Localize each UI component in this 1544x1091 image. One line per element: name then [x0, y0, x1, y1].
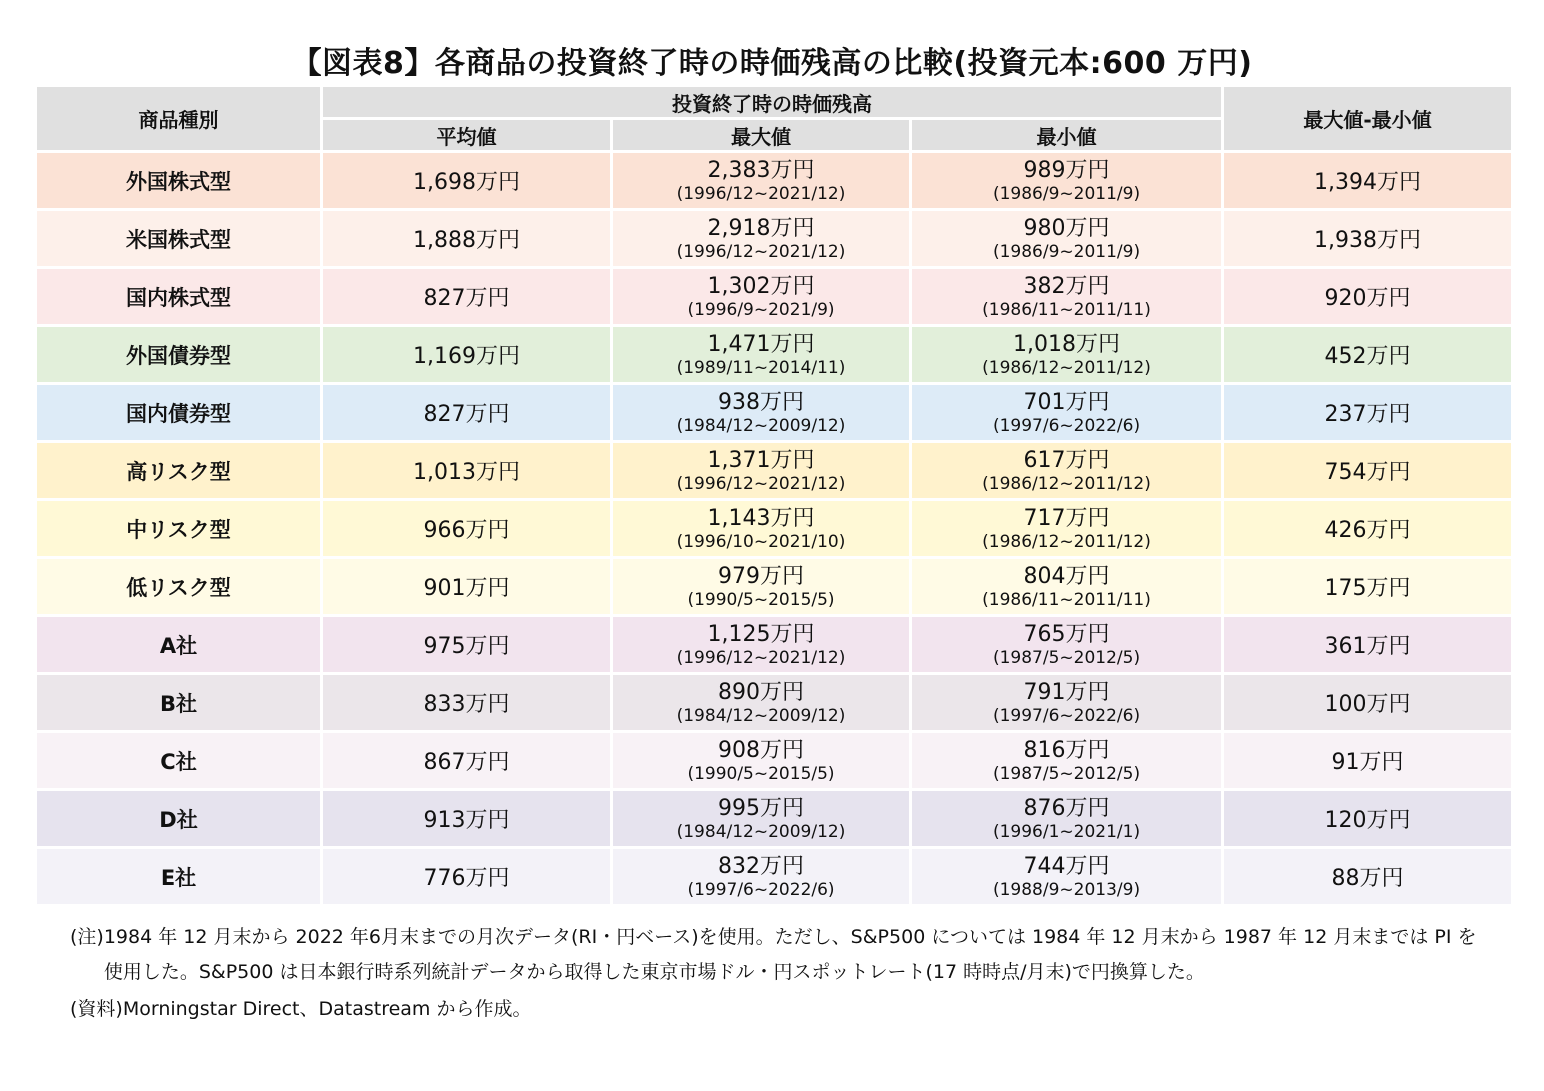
- average-value: 975万円: [423, 634, 510, 659]
- min-period: (1986/12~2011/12): [982, 357, 1151, 378]
- average-cell: [323, 501, 610, 556]
- average-cell: [323, 617, 610, 672]
- min-cell: [912, 675, 1221, 730]
- max-value: 2,383万円: [707, 157, 815, 183]
- category-name: 中リスク型: [126, 517, 231, 542]
- min-cell: [912, 269, 1221, 324]
- category-name: D社: [159, 807, 198, 832]
- range-value: 426万円: [1324, 518, 1411, 543]
- range-cell: [1224, 327, 1511, 382]
- max-value: 938万円: [718, 389, 804, 415]
- category-cell: [37, 791, 320, 846]
- average-cell: [323, 849, 610, 904]
- category-cell: [37, 675, 320, 730]
- category-cell: [37, 327, 320, 382]
- min-value: 791万円: [1023, 679, 1110, 705]
- category-cell: [37, 559, 320, 614]
- range-cell: [1224, 501, 1511, 556]
- min-cell: [912, 327, 1221, 382]
- min-period: (1986/11~2011/11): [982, 299, 1151, 320]
- max-cell: [613, 617, 909, 672]
- min-value: 989万円: [1023, 157, 1110, 183]
- table-row: [37, 733, 1511, 788]
- max-cell: [613, 849, 909, 904]
- range-value: 452万円: [1324, 344, 1411, 369]
- table-row: [37, 559, 1511, 614]
- max-value: 2,918万円: [707, 215, 815, 241]
- max-period: (1990/5~2015/5): [687, 589, 835, 610]
- range-cell: [1224, 617, 1511, 672]
- range-cell: [1224, 153, 1511, 208]
- average-value: 827万円: [423, 402, 510, 427]
- table-row: [37, 849, 1511, 904]
- max-period: (1989/11~2014/11): [676, 357, 846, 378]
- max-period: (1990/5~2015/5): [687, 763, 835, 784]
- max-period: (1984/12~2009/12): [676, 705, 846, 726]
- average-value: 1,888万円: [413, 228, 520, 253]
- max-cell: [613, 211, 909, 266]
- range-value: 237万円: [1324, 402, 1411, 427]
- average-cell: [323, 211, 610, 266]
- max-cell: [613, 443, 909, 498]
- max-value: 1,371万円: [707, 447, 815, 473]
- min-value: 701万円: [1023, 389, 1110, 415]
- source-note: (資料)Morningstar Direct、Datastream から作成。: [70, 998, 532, 1020]
- table-row: [37, 617, 1511, 672]
- category-cell: [37, 153, 320, 208]
- category-cell: [37, 617, 320, 672]
- average-cell: [323, 327, 610, 382]
- average-cell: [323, 559, 610, 614]
- header-group: 投資終了時の時価残高: [323, 87, 1221, 117]
- table-row: [37, 153, 1511, 208]
- category-cell: [37, 501, 320, 556]
- min-period: (1996/1~2021/1): [992, 821, 1141, 842]
- max-cell: [613, 385, 909, 440]
- min-period: (1987/5~2012/5): [992, 647, 1141, 668]
- range-cell: [1224, 791, 1511, 846]
- max-period: (1984/12~2009/12): [676, 821, 846, 842]
- category-name: 高リスク型: [126, 459, 231, 484]
- min-value: 382万円: [1023, 273, 1110, 299]
- max-value: 1,125万円: [707, 621, 815, 647]
- min-period: (1986/12~2011/12): [982, 531, 1151, 552]
- category-name: 低リスク型: [126, 575, 231, 600]
- table-row: [37, 385, 1511, 440]
- max-cell: [613, 153, 909, 208]
- max-period: (1996/12~2021/12): [676, 647, 846, 668]
- category-cell: [37, 443, 320, 498]
- average-cell: [323, 791, 610, 846]
- min-cell: [912, 443, 1221, 498]
- max-cell: [613, 559, 909, 614]
- max-cell: [613, 733, 909, 788]
- min-cell: [912, 617, 1221, 672]
- max-value: 1,143万円: [707, 505, 815, 531]
- comparison-table: [34, 84, 1514, 907]
- category-cell: [37, 385, 320, 440]
- average-value: 966万円: [423, 518, 510, 543]
- range-cell: [1224, 269, 1511, 324]
- category-name: 国内債券型: [126, 401, 231, 426]
- max-value: 908万円: [718, 737, 804, 763]
- average-value: 827万円: [423, 286, 510, 311]
- category-name: B社: [159, 691, 197, 716]
- category-name: A社: [159, 633, 198, 658]
- average-cell: [323, 443, 610, 498]
- category-name: 外国株式型: [126, 169, 231, 194]
- note-text: 1984 年 12 月末から 2022 年6月末までの月次データ(RI・円ベース)を使用。ただし、S&P500 については 1984 年 12 月末から 1987 年 12 月末までは PI を使用した。S&P500 は日本銀行時系列統計データから取得した東京市場ドル・円スポットレート(17 時時点/月末)で円換算した。: [103, 926, 1477, 983]
- min-value: 744万円: [1023, 853, 1110, 879]
- range-value: 754万円: [1324, 460, 1411, 485]
- range-value: 1,394万円: [1314, 170, 1422, 195]
- range-value: 920万円: [1324, 286, 1411, 311]
- range-value: 91万円: [1331, 750, 1404, 775]
- min-period: (1986/9~2011/9): [992, 241, 1141, 262]
- max-period: (1996/12~2021/12): [676, 473, 846, 494]
- max-period: (1996/9~2021/9): [687, 299, 835, 320]
- header-max: 最大値: [613, 120, 909, 150]
- min-value: 617万円: [1023, 447, 1110, 473]
- max-cell: [613, 269, 909, 324]
- category-cell: [37, 269, 320, 324]
- average-cell: [323, 153, 610, 208]
- min-value: 765万円: [1023, 621, 1110, 647]
- min-period: (1997/6~2022/6): [992, 415, 1141, 436]
- notes: [70, 920, 1490, 1027]
- average-value: 1,698万円: [413, 170, 520, 195]
- range-value: 1,938万円: [1314, 228, 1422, 253]
- average-cell: [323, 385, 610, 440]
- average-value: 901万円: [423, 576, 510, 601]
- range-cell: [1224, 849, 1511, 904]
- table-body: [37, 153, 1511, 904]
- table-row: [37, 327, 1511, 382]
- header-category: 商品種別: [37, 87, 320, 150]
- note-tag: (注): [70, 926, 104, 948]
- min-period: (1988/9~2013/9): [992, 879, 1141, 900]
- average-value: 1,013万円: [413, 460, 520, 485]
- max-cell: [613, 675, 909, 730]
- max-period: (1997/6~2022/6): [687, 879, 835, 900]
- max-period: (1996/12~2021/12): [676, 183, 846, 204]
- min-cell: [912, 211, 1221, 266]
- note: [70, 920, 1490, 990]
- average-cell: [323, 733, 610, 788]
- min-cell: [912, 385, 1221, 440]
- min-period: (1986/12~2011/12): [982, 473, 1151, 494]
- min-cell: [912, 791, 1221, 846]
- range-cell: [1224, 385, 1511, 440]
- table-row: [37, 443, 1511, 498]
- range-cell: [1224, 733, 1511, 788]
- header-average: 平均値: [323, 120, 610, 150]
- max-cell: [613, 791, 909, 846]
- max-value: 832万円: [718, 853, 804, 879]
- category-cell: [37, 849, 320, 904]
- min-cell: [912, 559, 1221, 614]
- range-value: 120万円: [1324, 808, 1411, 833]
- min-value: 876万円: [1023, 795, 1110, 821]
- min-cell: [912, 153, 1221, 208]
- category-name: 国内株式型: [126, 285, 231, 310]
- min-period: (1986/9~2011/9): [992, 183, 1141, 204]
- average-value: 833万円: [423, 692, 510, 717]
- max-value: 1,302万円: [707, 273, 815, 299]
- min-period: (1997/6~2022/6): [992, 705, 1141, 726]
- header-range: 最大値-最小値: [1224, 87, 1511, 150]
- average-value: 1,169万円: [413, 344, 520, 369]
- max-period: (1984/12~2009/12): [676, 415, 846, 436]
- max-cell: [613, 327, 909, 382]
- table-row: [37, 791, 1511, 846]
- max-value: 1,471万円: [707, 331, 815, 357]
- category-name: C社: [160, 749, 197, 774]
- range-value: 361万円: [1324, 634, 1411, 659]
- min-cell: [912, 849, 1221, 904]
- max-period: (1996/12~2021/12): [676, 241, 846, 262]
- range-value: 100万円: [1324, 692, 1411, 717]
- range-cell: [1224, 675, 1511, 730]
- category-name: 外国債券型: [126, 343, 231, 368]
- min-period: (1986/11~2011/11): [982, 589, 1151, 610]
- average-value: 913万円: [423, 808, 510, 833]
- table-row: [37, 211, 1511, 266]
- min-period: (1987/5~2012/5): [992, 763, 1141, 784]
- range-cell: [1224, 211, 1511, 266]
- average-value: 867万円: [423, 750, 510, 775]
- min-cell: [912, 733, 1221, 788]
- min-cell: [912, 501, 1221, 556]
- category-cell: [37, 211, 320, 266]
- min-value: 804万円: [1023, 563, 1110, 589]
- max-period: (1996/10~2021/10): [676, 531, 846, 552]
- table-row: [37, 675, 1511, 730]
- category-name: 米国株式型: [126, 227, 231, 252]
- header-min: 最小値: [912, 120, 1221, 150]
- average-cell: [323, 675, 610, 730]
- average-value: 776万円: [423, 866, 510, 891]
- min-value: 717万円: [1023, 505, 1110, 531]
- range-value: 175万円: [1324, 576, 1411, 601]
- min-value: 1,018万円: [1013, 331, 1120, 357]
- table-row: [37, 501, 1511, 556]
- min-value: 816万円: [1023, 737, 1110, 763]
- category-name: E社: [160, 865, 197, 890]
- page-title: 【図表8】各商品の投資終了時の時価残高の比較(投資元本:600 万円): [291, 46, 1253, 81]
- category-cell: [37, 733, 320, 788]
- max-value: 890万円: [718, 679, 804, 705]
- min-value: 980万円: [1023, 215, 1110, 241]
- table-row: [37, 269, 1511, 324]
- average-cell: [323, 269, 610, 324]
- range-cell: [1224, 443, 1511, 498]
- max-cell: [613, 501, 909, 556]
- max-value: 995万円: [718, 795, 804, 821]
- range-value: 88万円: [1331, 866, 1404, 891]
- max-value: 979万円: [718, 563, 804, 589]
- range-cell: [1224, 559, 1511, 614]
